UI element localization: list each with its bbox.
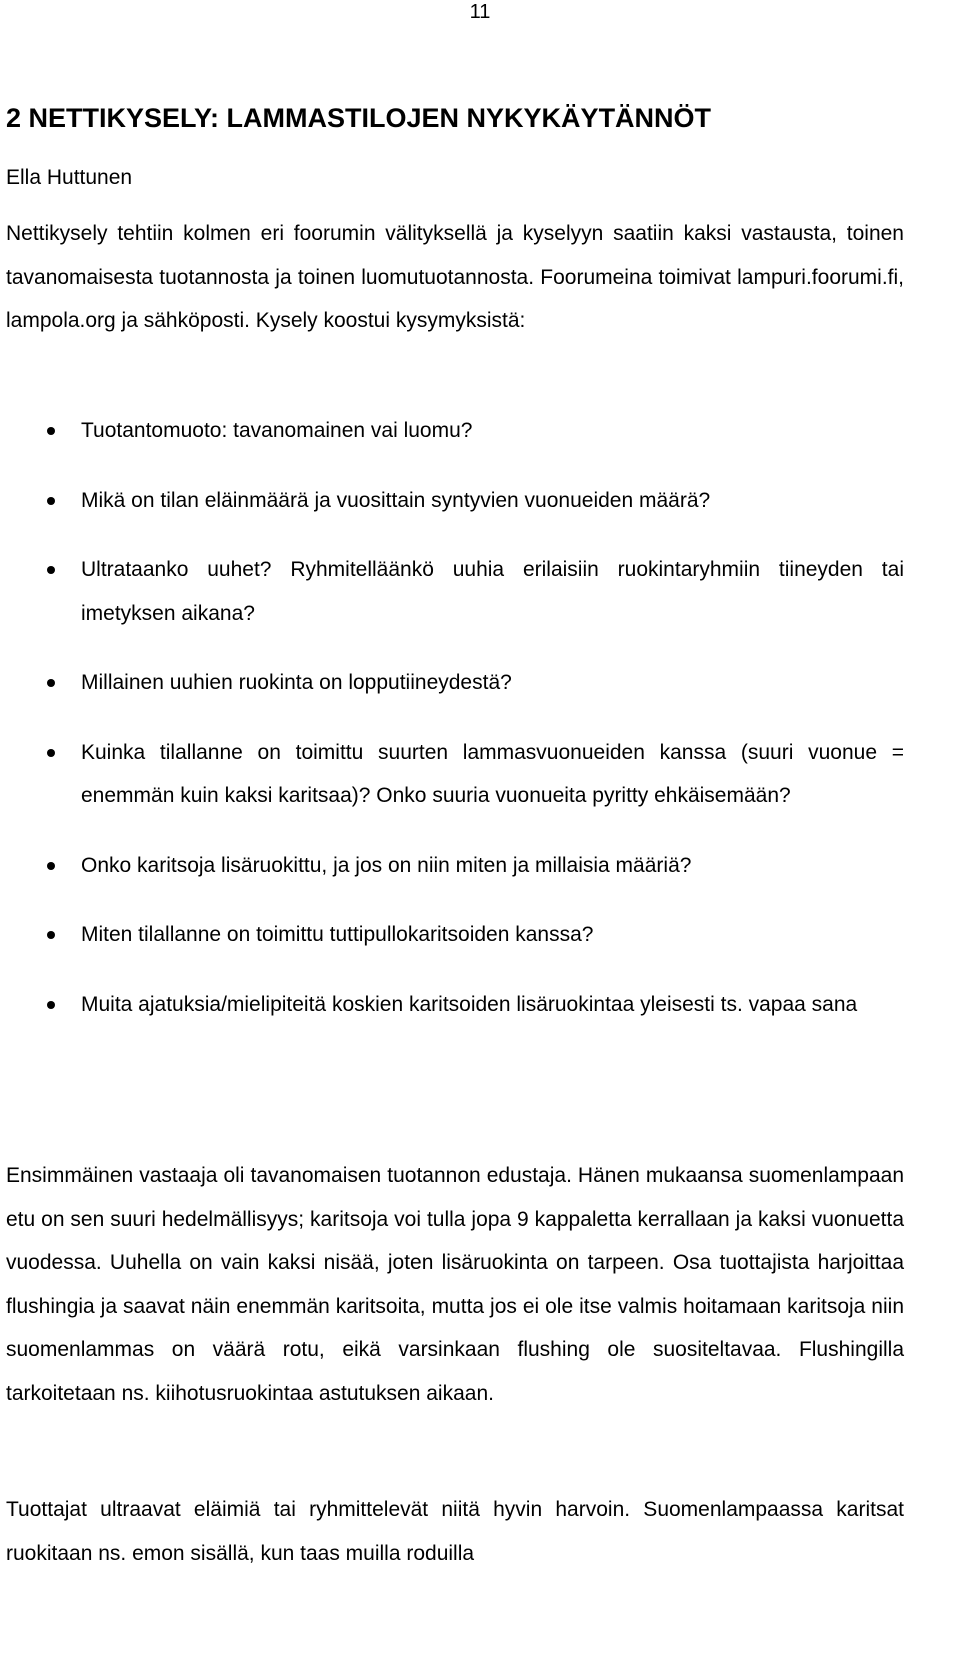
bullet-icon (47, 566, 55, 574)
bullet-icon (47, 749, 55, 757)
bullet-icon (47, 497, 55, 505)
question-text: Miten tilallanne on toimittu tuttipullokaritsoiden kanssa? (81, 923, 594, 946)
list-item (0, 731, 904, 818)
list-item (0, 409, 904, 453)
bullet-icon (47, 427, 55, 435)
bullet-icon (47, 679, 55, 687)
list-item (0, 983, 904, 1027)
author-name: Ella Huttunen (6, 166, 133, 189)
page-number: 11 (469, 1, 491, 23)
list-item (0, 913, 904, 957)
list-item (0, 661, 904, 705)
bullet-icon (47, 862, 55, 870)
body-paragraph-2: Tuottajat ultraavat eläimiä tai ryhmittelevät niitä hyvin harvoin. Suomenlampaassa karitsat ruokitaan ns. emon sisällä, kun taas muilla roduilla (6, 1498, 904, 1565)
list-item (0, 479, 904, 523)
bullet-icon (47, 931, 55, 939)
list-item (0, 844, 904, 888)
question-list (0, 409, 960, 1052)
list-item (0, 548, 904, 635)
intro-paragraph: Nettikysely tehtiin kolmen eri foorumin välityksellä ja kyselyyn saatiin kaksi vastausta, toinen tavanomaisesta tuotannosta ja toinen luomutuotannosta. Foorumeina toimivat lampuri.foorumi.fi, lampola.org ja sähköposti. Kysely koostui kysymyksistä: (6, 222, 904, 332)
chapter-title: 2 NETTIKYSELY: LAMMASTILOJEN NYKYKÄYTÄNNÖT (6, 103, 712, 133)
body-paragraph-1: Ensimmäinen vastaaja oli tavanomaisen tuotannon edustaja. Hänen mukaansa suomenlampaan etu on sen suuri hedelmällisyys; karitsoja voi tulla jopa 9 kappaletta kerrallaan ja kaksi vuonuetta vuodessa. Uuhella on vain kaksi nisää, joten lisäruokinta on tarpeen. Osa tuottajista harjoittaa flushingia ja saavat näin enemmän karitsoita, mutta jos ei ole itse valmis hoitamaan karitsoja niin suomenlammas on väärä rotu, eikä varsinkaan flushing ole suositeltavaa. Flushingilla tarkoitetaan ns. kiihotusruokintaa astutuksen aikaan. (6, 1164, 904, 1405)
question-text: Ultrataanko uuhet? Ryhmitelläänkö uuhia erilaisiin ruokintaryhmiin tiineyden tai imetyksen aikana? (81, 558, 904, 625)
question-text: Onko karitsoja lisäruokittu, ja jos on niin miten ja millaisia määriä? (81, 853, 692, 877)
question-text: Tuotantomuoto: tavanomainen vai luomu? (81, 419, 473, 442)
question-text: Kuinka tilallanne on toimittu suurten lammasvuonueiden kanssa (suuri vuonue = enemmän kuin kaksi karitsaa)? Onko suuria vuonueita pyritty ehkäisemään? (81, 740, 904, 807)
question-text: Muita ajatuksia/mielipiteitä koskien karitsoiden lisäruokintaa yleisesti ts. vapaa sana (81, 992, 858, 1016)
question-text: Millainen uuhien ruokinta on lopputiineydestä? (81, 671, 512, 694)
bullet-icon (47, 1001, 55, 1009)
question-text: Mikä on tilan eläinmäärä ja vuosittain syntyvien vuonueiden määrä? (81, 488, 711, 512)
